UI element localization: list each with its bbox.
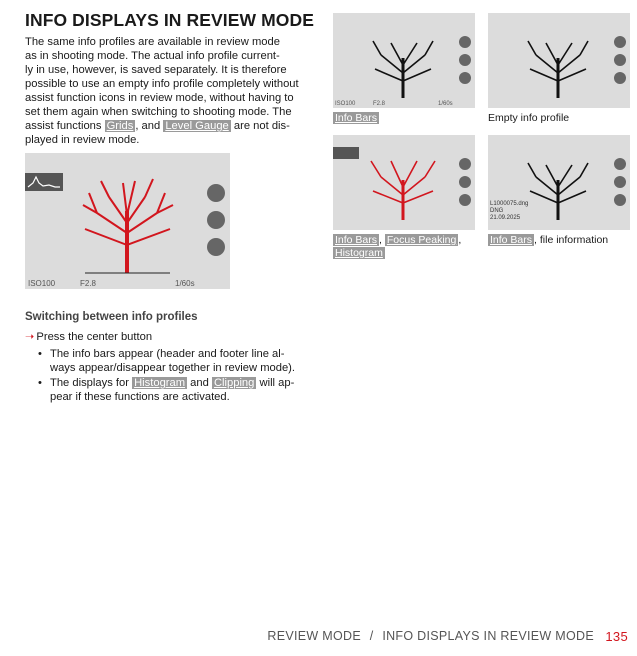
- review-screen-large: [25, 153, 230, 289]
- trash-icon: [614, 72, 626, 84]
- caption-empty-profile: Empty info profile: [488, 112, 570, 124]
- caption-info-bars: [333, 112, 379, 125]
- trash-icon: [459, 72, 471, 84]
- text: , and: [135, 120, 164, 132]
- menu-icon: [459, 36, 471, 48]
- histogram-icon: [333, 147, 359, 159]
- bullet-icon: •: [38, 348, 42, 360]
- screen-focus-peaking: [333, 135, 475, 230]
- link-info-bars[interactable]: Info Bars: [490, 234, 533, 246]
- file-name-label: L1000075.dng: [490, 201, 529, 207]
- intro-line: The same info profiles are available in review mode: [25, 36, 280, 48]
- shutter-label: 1/60s: [438, 101, 453, 107]
- arrow-icon: ➝: [25, 331, 35, 343]
- tree-red: [371, 161, 435, 220]
- trash-icon: [614, 194, 626, 206]
- intro-line: played in review mode.: [25, 134, 140, 146]
- menu-icon: [207, 184, 225, 202]
- breadcrumb-item: REVIEW MODE: [267, 629, 361, 643]
- intro-line: ly in use, however, is saved separately. It is therefore: [25, 64, 287, 76]
- screen-empty-profile: [488, 13, 630, 108]
- tree-black: [528, 41, 588, 98]
- bullet-icon: •: [38, 377, 42, 389]
- link-info-bars[interactable]: Info Bars: [335, 234, 378, 246]
- link-level-gauge[interactable]: Level Gauge: [165, 120, 229, 132]
- screen-graphics: [333, 13, 475, 108]
- text: Press the center button: [36, 331, 153, 343]
- link-clipping[interactable]: Clipping: [213, 377, 255, 389]
- section-title: Switching between info profiles: [25, 311, 198, 323]
- screen-graphics: [488, 13, 630, 108]
- text: will ap-: [256, 377, 295, 389]
- menu-icon: [614, 158, 626, 170]
- star-icon: [459, 54, 471, 66]
- aperture-label: F2.8: [373, 101, 386, 107]
- screen-graphics: [333, 135, 475, 230]
- step-instruction: [25, 330, 152, 343]
- iso-label: ISO100: [335, 101, 356, 107]
- bullet-item: [38, 347, 296, 375]
- aperture-label: F2.8: [80, 279, 97, 288]
- caption-file-info: [488, 234, 608, 247]
- text: The info bars appear (header and footer line al-: [50, 348, 285, 360]
- shutter-label: 1/60s: [175, 279, 195, 288]
- link-histogram[interactable]: Histogram: [335, 247, 383, 259]
- star-icon: [614, 176, 626, 188]
- intro-line: set them again when switching to shooting mode. The: [25, 106, 292, 118]
- link-info-bars[interactable]: Info Bars: [335, 112, 378, 124]
- star-icon: [459, 176, 471, 188]
- text: ,: [458, 234, 462, 246]
- page-title: INFO DISPLAYS IN REVIEW MODE: [25, 10, 314, 30]
- tree-black: [373, 41, 433, 98]
- text: The displays for: [50, 377, 133, 389]
- file-format-label: DNG: [490, 208, 504, 214]
- intro-line: assist function icons in review mode, without having to: [25, 92, 294, 104]
- text: and: [187, 377, 212, 389]
- tree-red: [83, 179, 173, 273]
- star-icon: [207, 211, 225, 229]
- screen-info-bars: [333, 13, 475, 108]
- screen-graphics: [25, 153, 230, 289]
- text: ways appear/disappear together in review mode).: [50, 362, 296, 374]
- menu-icon: [459, 158, 471, 170]
- caption-focus-peaking: [333, 234, 461, 260]
- menu-icon: [614, 36, 626, 48]
- intro-line: as in shooting mode. The actual info profile current-: [25, 50, 280, 62]
- file-date-label: 21.09.2025: [490, 215, 521, 221]
- breadcrumb: [267, 629, 594, 643]
- text: , file information: [534, 234, 609, 246]
- trash-icon: [459, 194, 471, 206]
- screen-file-info: [488, 135, 630, 230]
- intro-line: [25, 119, 325, 133]
- star-icon: [614, 54, 626, 66]
- breadcrumb-item: INFO DISPLAYS IN REVIEW MODE: [382, 629, 594, 643]
- intro-paragraph: [25, 35, 325, 147]
- iso-label: ISO100: [28, 279, 56, 288]
- tree-black: [528, 163, 588, 220]
- bullet-item: [38, 376, 295, 404]
- link-histogram[interactable]: Histogram: [134, 377, 186, 389]
- screen-graphics: [488, 135, 630, 230]
- trash-icon: [207, 238, 225, 256]
- text: ,: [379, 234, 385, 246]
- link-grids[interactable]: Grids: [106, 120, 134, 132]
- link-focus-peaking[interactable]: Focus Peaking: [386, 234, 457, 246]
- text: pear if these functions are activated.: [50, 391, 230, 403]
- text: assist functions: [25, 120, 105, 132]
- text: are not dis-: [230, 120, 290, 132]
- intro-line: possible to use an empty info profile completely without: [25, 78, 299, 90]
- breadcrumb-separator: /: [369, 629, 374, 643]
- histogram-icon: [25, 173, 63, 191]
- page-number: 135: [605, 629, 628, 644]
